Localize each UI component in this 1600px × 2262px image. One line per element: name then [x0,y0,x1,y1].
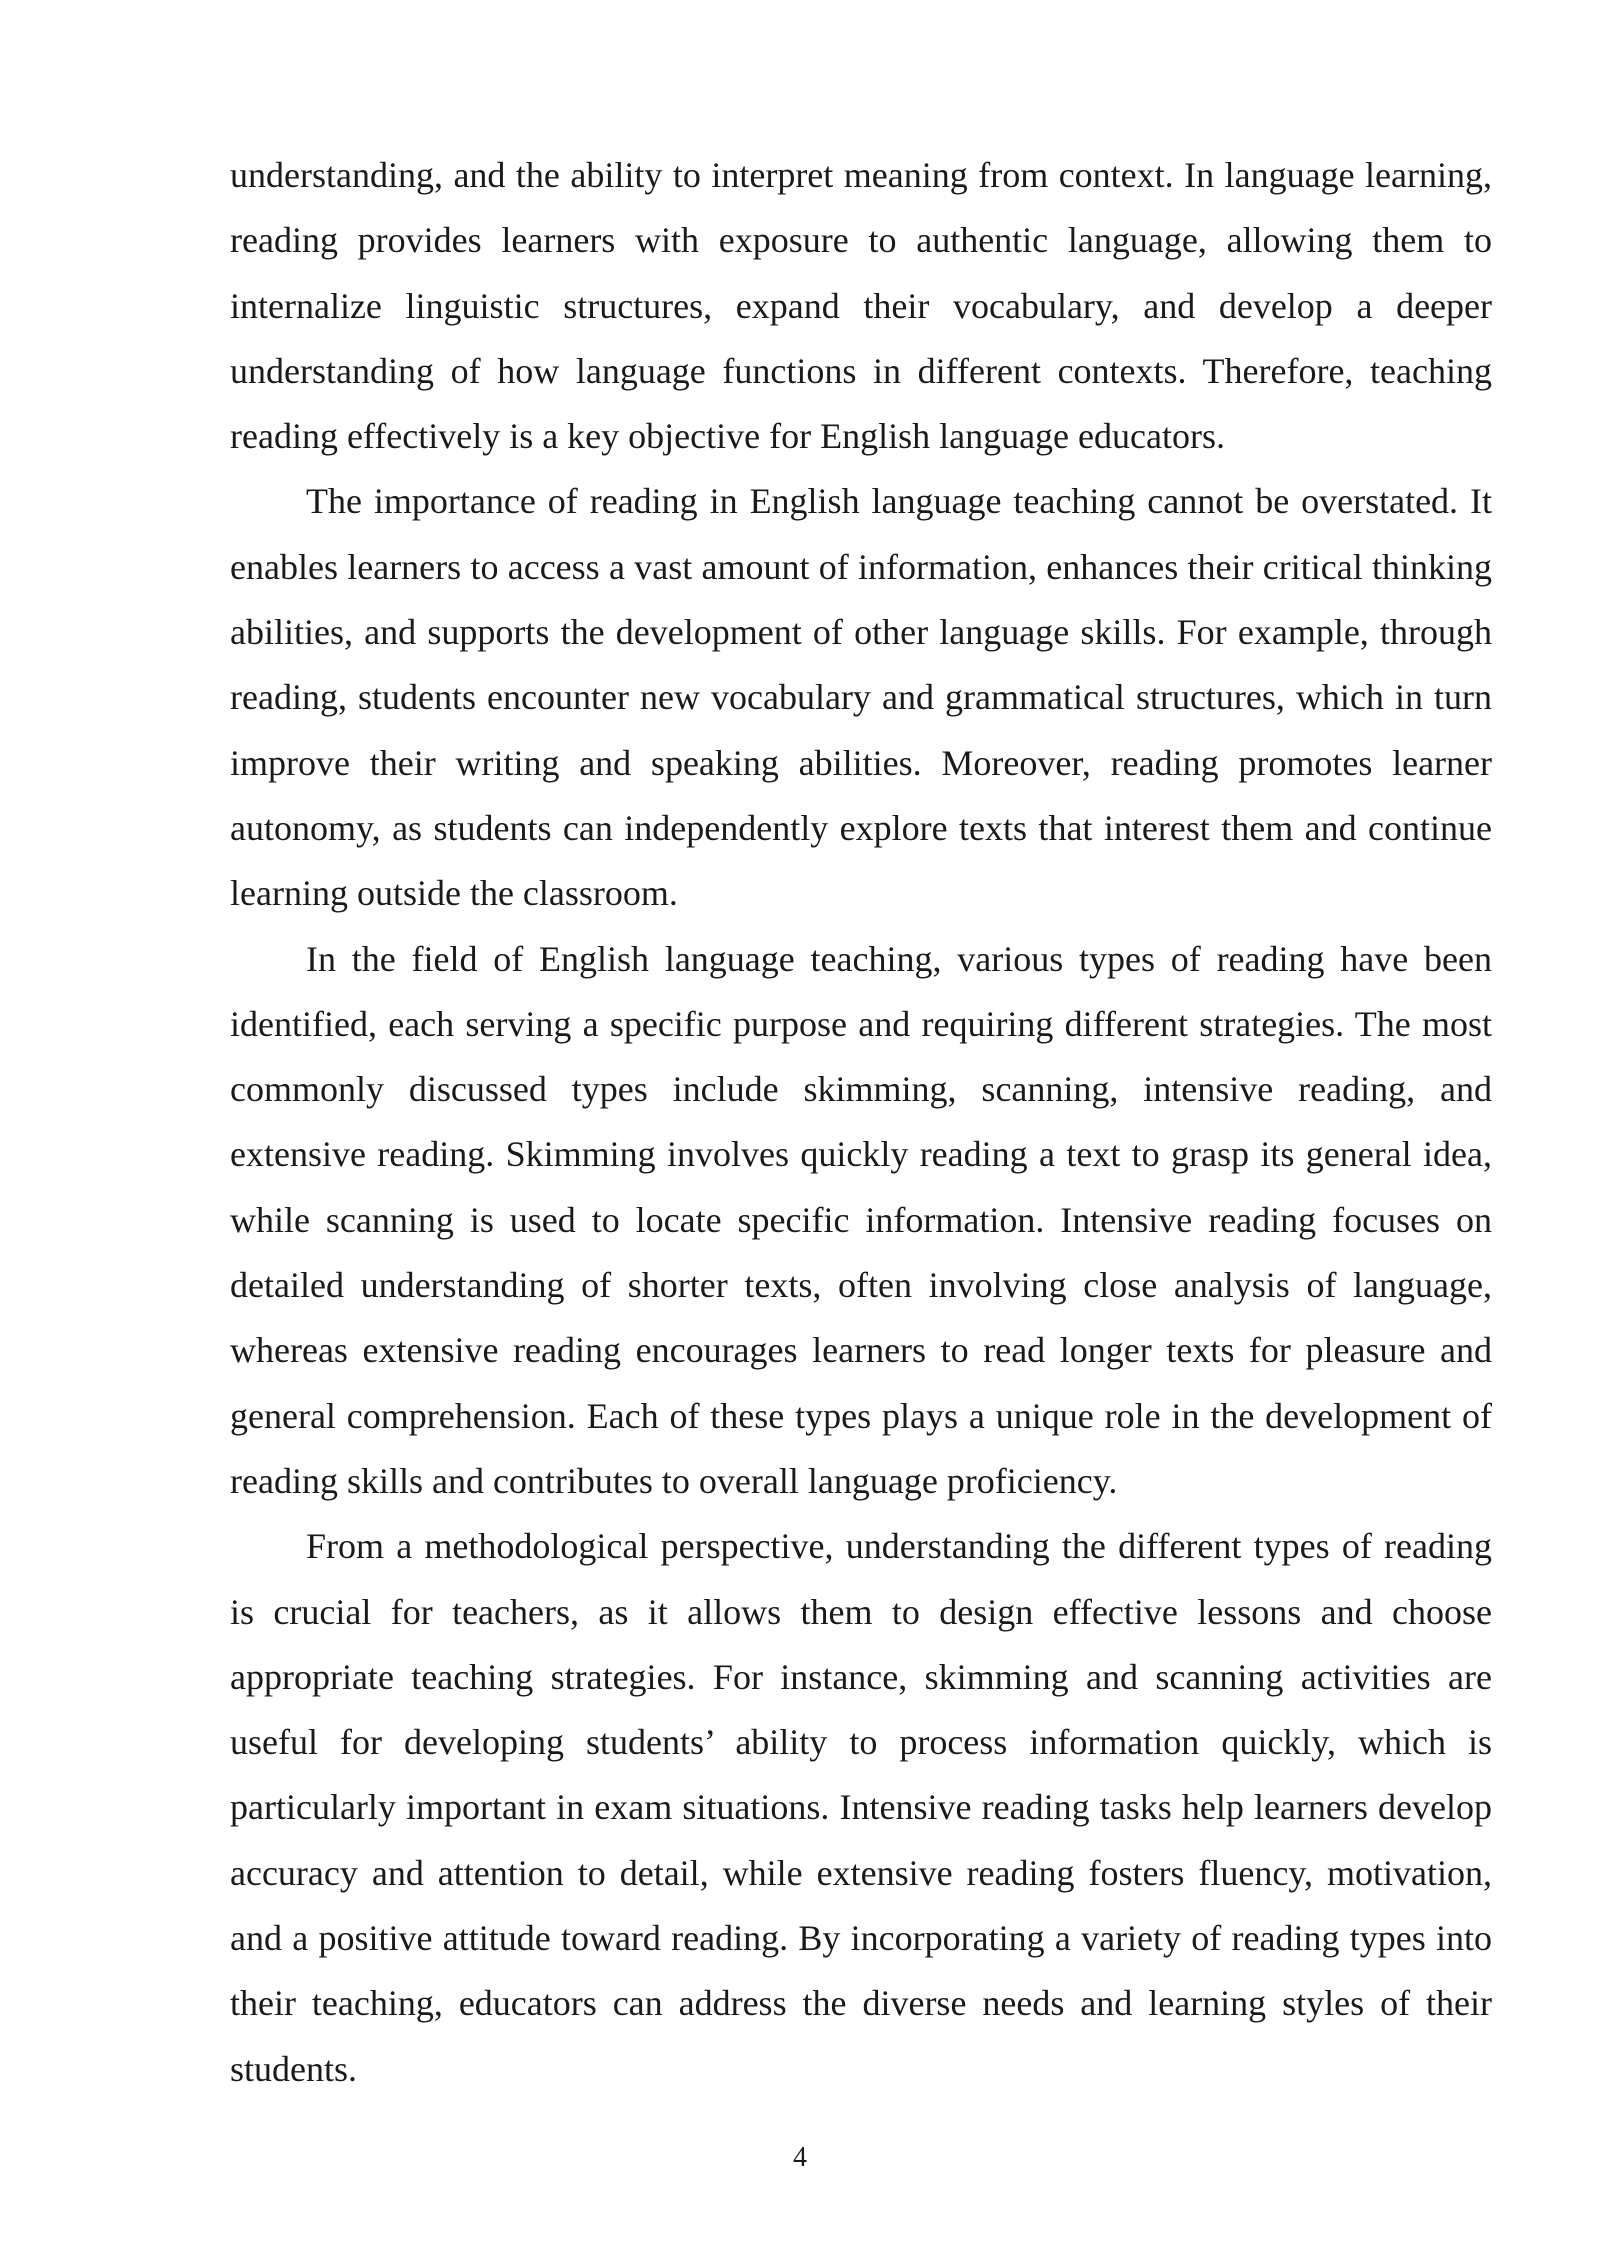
paragraph-continuation: understanding, and the ability to interpret meaning from context. In language learning, reading provides learners with exposure to authentic language, allowing them to internalize linguistic structures, expand their vocabulary, and develop a deeper understanding of how language functions in different contexts. Therefore, teaching reading effectively is a key objective for English language educators. [230,155,1492,457]
paragraph-methodological-perspective: From a methodological perspective, understanding the different types of reading is crucial for teachers, as it allows them to design effective lessons and choose appropriate teaching strategies. For instance, skimming and scanning activities are useful for developing students’ ability to process information quickly, which is particularly important in exam situations. Intensive reading tasks help learners develop accuracy and attention to detail, while extensive reading fosters fluency, motivation, and a positive attitude toward reading. By incorporating a variety of reading types into their teaching, educators can address the diverse needs and learning styles of their students. [230,1526,1492,2089]
body-text [230,143,1492,2102]
page-number: 4 [793,2142,807,2173]
paragraph-types-of-reading: In the field of English language teaching, various types of reading have been identified, each serving a specific purpose and requiring different strategies. The most commonly discussed types include skimming, scanning, intensive reading, and extensive reading. Skimming involves quickly reading a text to grasp its general idea, while scanning is used to locate specific information. Intensive reading focuses on detailed understanding of shorter texts, often involving close analysis of language, whereas extensive reading encourages learners to read longer texts for pleasure and general comprehension. Each of these types plays a unique role in the development of reading skills and contributes to overall language proficiency. [230,938,1492,1501]
paragraph-importance-of-reading: The importance of reading in English language teaching cannot be overstated. It enables learners to access a vast amount of information, enhances their critical thinking abilities, and supports the development of other language skills. For example, through reading, students encounter new vocabulary and grammatical structures, which in turn improve their writing and speaking abilities. Moreover, reading promotes learner autonomy, as students can independently explore texts that interest them and continue learning outside the classroom. [230,481,1492,914]
